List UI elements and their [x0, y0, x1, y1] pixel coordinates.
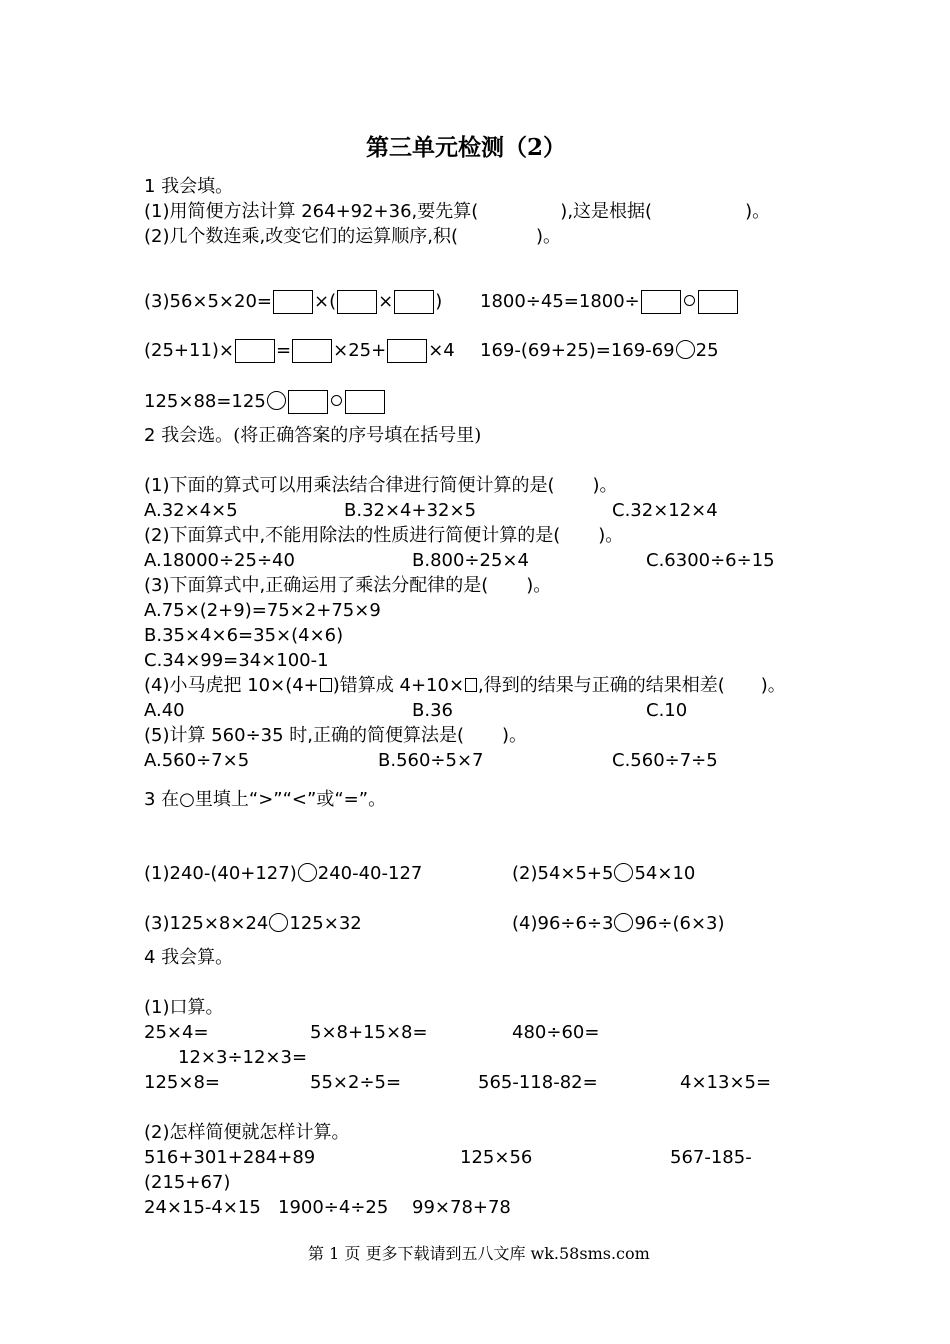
s2-q5-text: (5)计算 560÷35 时,正确的简便算法是( [144, 725, 465, 746]
s4-item: 4×13×5= [680, 1072, 772, 1093]
compare-circle[interactable] [614, 913, 633, 932]
s2-question-5 [144, 724, 527, 748]
section-3-heading: 3 在○里填上“>”“<”或“=”。 [144, 789, 387, 810]
s2-q4-text-b: )错算成 4+10× [332, 675, 465, 696]
s3-q1-left: (1)240-(40+127) [144, 863, 297, 884]
s1-question-1 [144, 200, 770, 224]
s2-q3-option-b: B.35×4×6=35×(4×6) [144, 625, 344, 646]
s2-question-3 [144, 574, 551, 598]
s2-q2-end: )。 [598, 525, 624, 546]
s4-problem: 125×56 [460, 1147, 533, 1168]
s3-question-1 [144, 862, 422, 886]
compare-circle[interactable] [298, 863, 317, 882]
section-4-heading: 4 我会算。 [144, 947, 234, 968]
compare-circle[interactable] [267, 391, 286, 410]
s1-question-3b [480, 290, 739, 314]
answer-box[interactable] [292, 339, 332, 363]
s3-q4-right: 96÷(6×3) [634, 913, 725, 934]
answer-box[interactable] [345, 390, 385, 414]
s1-question-4 [144, 339, 455, 363]
s1-q1-text-a: (1)用简便方法计算 264+92+36,要先算( [144, 201, 479, 222]
s2-q1-option-b: B.32×4+32×5 [344, 500, 477, 521]
s1-q3-text-d: ) [435, 291, 443, 312]
s2-q1-text: (1)下面的算式可以用乘法结合律进行简便计算的是( [144, 475, 555, 496]
s2-q4-text-a: (4)小马虎把 10×(4+ [144, 675, 319, 696]
s1-q4-text-e: 169-(69+25)=169-69 [480, 340, 675, 361]
s4-sub-2: (2)怎样简便就怎样计算。 [144, 1122, 350, 1143]
s4-item: 565-118-82= [478, 1072, 598, 1093]
s1-q3-text-b: ×( [314, 291, 337, 312]
section-2-heading [144, 424, 481, 448]
s3-q4-left: (4)96÷6÷3 [512, 913, 614, 934]
s1-q4-text-a: (25+11)× [144, 340, 235, 361]
answer-box[interactable] [235, 339, 275, 363]
s4-sub-1: (1)口算。 [144, 997, 224, 1018]
s2-q1-option-c: C.32×12×4 [612, 500, 718, 521]
s4-problem: 567-185- [670, 1147, 752, 1168]
s1-question-5 [144, 390, 386, 414]
s2-q5-option-c: C.560÷7÷5 [612, 750, 718, 771]
s2-q5-option-b: B.560÷5×7 [378, 750, 484, 771]
s2-q3-end: )。 [526, 575, 552, 596]
s1-q4-text-c: ×25+ [333, 340, 387, 361]
s2-question-2 [144, 524, 623, 548]
s2-q5-end: )。 [502, 725, 528, 746]
s4-problem: 1900÷4÷25 [278, 1197, 389, 1218]
s1-question-3 [144, 290, 442, 314]
s1-q4-text-d: ×4 [428, 340, 455, 361]
s3-q2-right: 54×10 [634, 863, 696, 884]
s1-q4-text-f: 25 [695, 340, 719, 361]
answer-box[interactable] [641, 290, 681, 314]
answer-box[interactable] [273, 290, 313, 314]
s2-q2-option-a: A.18000÷25÷40 [144, 550, 295, 571]
section-2-note: (将正确答案的序号填在括号里) [233, 425, 482, 446]
square-blank [465, 678, 477, 692]
compare-circle[interactable] [676, 340, 695, 359]
s1-q3-text-c: × [378, 291, 394, 312]
s3-q3-left: (3)125×8×24 [144, 913, 269, 934]
compare-circle[interactable] [684, 295, 695, 306]
s3-q3-right: 125×32 [289, 913, 362, 934]
section-1-heading: 1 我会填。 [144, 176, 234, 197]
s1-q1-text-c: )。 [745, 201, 771, 222]
s2-q4-option-c: C.10 [646, 700, 688, 721]
s1-q2-text-a: (2)几个数连乘,改变它们的运算顺序,积( [144, 226, 458, 247]
s2-q3-option-a: A.75×(2+9)=75×2+75×9 [144, 600, 381, 621]
s2-q3-text: (3)下面算式中,正确运用了乘法分配律的是( [144, 575, 489, 596]
s2-q2-option-b: B.800÷25×4 [412, 550, 529, 571]
s4-problem: 24×15-4×15 [144, 1197, 261, 1218]
s2-q1-option-a: A.32×4×5 [144, 500, 238, 521]
s4-item: 5×8+15×8= [310, 1022, 428, 1043]
s4-problem: (215+67) [144, 1172, 231, 1193]
s2-question-4 [144, 674, 786, 698]
s2-question-1 [144, 474, 618, 498]
s1-q2-text-b: )。 [535, 226, 561, 247]
s2-q4-text-c: ,得到的结果与正确的结果相差( [478, 675, 725, 696]
s2-q2-option-c: C.6300÷6÷15 [646, 550, 775, 571]
s1-q5-text-a: 125×88=125 [144, 391, 266, 412]
page-footer: 第 1 页 更多下载请到五八文库 wk.58sms.com [308, 1244, 650, 1263]
section-2-title: 2 我会选。 [144, 425, 234, 446]
s1-q3-text-e: 1800÷45=1800÷ [480, 291, 640, 312]
s4-item: 12×3÷12×3= [178, 1047, 308, 1068]
answer-box[interactable] [288, 390, 328, 414]
s4-problem: 99×78+78 [412, 1197, 511, 1218]
square-blank [320, 678, 332, 692]
answer-box[interactable] [387, 339, 427, 363]
s4-item: 25×4= [144, 1022, 209, 1043]
s2-q5-option-a: A.560÷7×5 [144, 750, 250, 771]
s2-q4-text-d: )。 [760, 675, 786, 696]
page-title: 第三单元检测（2） [366, 134, 567, 161]
compare-circle[interactable] [269, 913, 288, 932]
s1-q3-text-a: (3)56×5×20= [144, 291, 273, 312]
s4-item: 125×8= [144, 1072, 220, 1093]
s3-q1-right: 240-40-127 [317, 863, 423, 884]
s2-q1-end: )。 [592, 475, 618, 496]
answer-box[interactable] [698, 290, 738, 314]
s1-question-4b [480, 339, 719, 363]
answer-box[interactable] [337, 290, 377, 314]
s4-problem: 516+301+284+89 [144, 1147, 316, 1168]
compare-circle[interactable] [614, 863, 633, 882]
s4-item: 55×2÷5= [310, 1072, 402, 1093]
s3-question-3 [144, 912, 362, 936]
s3-q2-left: (2)54×5+5 [512, 863, 614, 884]
compare-circle[interactable] [331, 395, 342, 406]
s1-q4-text-b: = [276, 340, 292, 361]
s1-question-2 [144, 225, 561, 249]
s3-question-4 [512, 912, 725, 936]
s2-q3-option-c: C.34×99=34×100-1 [144, 650, 329, 671]
s4-item: 480÷60= [512, 1022, 600, 1043]
answer-box[interactable] [394, 290, 434, 314]
s2-q2-text: (2)下面算式中,不能用除法的性质进行简便计算的是( [144, 525, 561, 546]
s2-q4-option-a: A.40 [144, 700, 185, 721]
s3-question-2 [512, 862, 695, 886]
s1-q1-text-b: ),这是根据( [560, 201, 653, 222]
s2-q4-option-b: B.36 [412, 700, 453, 721]
